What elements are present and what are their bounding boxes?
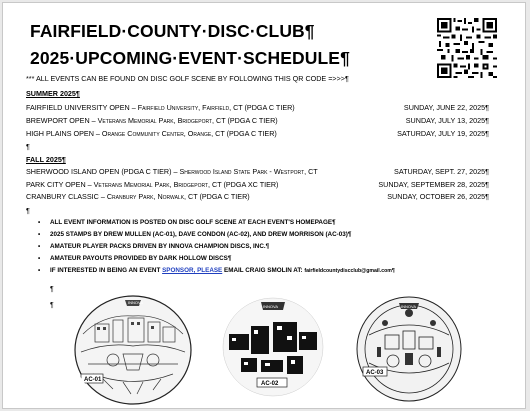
event-venue: Fairfield University, Fairfield, CT (PDGA C TIER) xyxy=(137,103,295,112)
disc-stamp-label: AC-03 xyxy=(366,370,384,376)
disc-stamp-label: AC-01 xyxy=(84,377,102,383)
disc-brand: INNOVA xyxy=(401,304,417,309)
event-date: SUNDAY, JULY 13, 2025¶ xyxy=(405,116,489,125)
event-venue: Veterans Memorial Park, Bridgeport, CT (PDGA C TIER) xyxy=(97,116,278,125)
event-name: SHERWOOD ISLAND OPEN (PDGA C TIER) – xyxy=(26,167,180,176)
disc-stamp-ac02-image xyxy=(221,296,325,398)
bullet-icon: • xyxy=(38,267,41,274)
event-row xyxy=(26,129,277,138)
page-title-line-2: 2025·UPCOMING·EVENT·SCHEDULE¶ xyxy=(30,48,350,68)
contact-email[interactable]: fairfieldcountydiscclub@gmail.com¶ xyxy=(304,268,395,274)
bullet-icon: • xyxy=(38,231,41,238)
event-row xyxy=(26,116,278,125)
event-venue: Cranbury Park, Norwalk, CT (PDGA C TIER) xyxy=(106,192,250,201)
summer-heading: SUMMER 2025¶ xyxy=(26,89,80,98)
disc-stamp-ac01-image xyxy=(73,294,193,406)
empty-paragraph-mark: ¶ xyxy=(26,142,30,151)
bullet-item: • AMATEUR PAYOUTS PROVIDED BY DARK HOLLOW DISCS¶ xyxy=(38,255,232,262)
disc-stamp-ac03-image xyxy=(355,295,463,403)
event-row xyxy=(26,192,250,201)
event-row xyxy=(26,103,295,112)
document-page xyxy=(2,2,526,409)
bullet-item: • IF INTERESTED IN BEING AN EVENT SPONSOR, PLEASE EMAIL CRAIG SMOLIN AT: fairfieldcountydiscclub@gmail.com¶ xyxy=(38,267,395,274)
event-date: SATURDAY, SEPT. 27, 2025¶ xyxy=(394,167,489,176)
qr-code-icon[interactable] xyxy=(437,18,497,78)
event-venue: Veterans Memorial Park, Bridgeport, CT (PDGA XC TIER) xyxy=(93,180,279,189)
event-date: SUNDAY, OCTOBER 26, 2025¶ xyxy=(387,192,489,201)
bullet-icon: • xyxy=(38,219,41,226)
intro-text: *** ALL EVENTS CAN BE FOUND ON DISC GOLF SCENE BY FOLLOWING THIS QR CODE =>>>¶ xyxy=(26,74,349,83)
event-venue: Sherwood Island State Park - Westport, CT xyxy=(179,167,318,176)
disc-stamp-label: AC-02 xyxy=(261,381,279,387)
event-name: CRANBURY CLASSIC – xyxy=(26,192,107,201)
empty-paragraph-mark: ¶ xyxy=(50,302,54,309)
fall-heading: FALL 2025¶ xyxy=(26,155,66,164)
event-row xyxy=(26,180,278,189)
page-title-line-1: FAIRFIELD·COUNTY·DISC·CLUB¶ xyxy=(30,21,315,41)
disc-brand: INNOVA xyxy=(128,300,144,305)
event-name: HIGH PLAINS OPEN – xyxy=(26,129,102,138)
bullet-item: • ALL EVENT INFORMATION IS POSTED ON DISC GOLF SCENE AT EACH EVENT'S HOMEPAGE¶ xyxy=(38,219,336,226)
sponsor-link[interactable]: SPONSOR, PLEASE xyxy=(162,267,223,274)
event-row xyxy=(26,167,318,176)
event-date: SUNDAY, SEPTEMBER 28, 2025¶ xyxy=(378,180,489,189)
empty-paragraph-mark: ¶ xyxy=(26,206,30,215)
bullet-item: • 2025 STAMPS BY DREW MULLEN (AC-01), DAVE CONDON (AC-02), AND DREW MORRISON (AC-03)¶ xyxy=(38,231,352,238)
bullet-icon: • xyxy=(38,243,41,250)
empty-paragraph-mark: ¶ xyxy=(50,286,54,293)
event-name: FAIRFIELD UNIVERSITY OPEN – xyxy=(26,103,138,112)
event-venue: Orange Community Center, Orange, CT (PDGA C TIER) xyxy=(101,129,277,138)
event-date: SATURDAY, JULY 19, 2025¶ xyxy=(397,129,489,138)
event-name: PARK CITY OPEN – xyxy=(26,180,94,189)
disc-brand: INNOVA xyxy=(263,304,279,309)
bullet-item: • AMATEUR PLAYER PACKS DRIVEN BY INNOVA CHAMPION DISCS, INC.¶ xyxy=(38,243,270,250)
bullet-icon: • xyxy=(38,255,41,262)
event-date: SUNDAY, JUNE 22, 2025¶ xyxy=(403,103,489,112)
event-name: BREWPORT OPEN – xyxy=(26,116,98,125)
